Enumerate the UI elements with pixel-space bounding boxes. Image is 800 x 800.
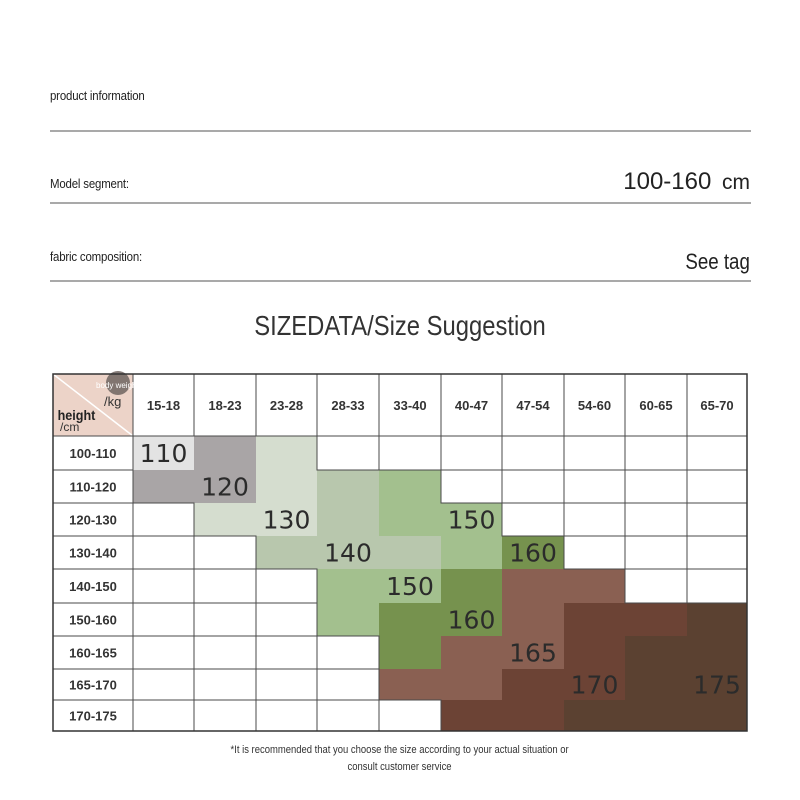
size-cell-130 <box>256 470 317 503</box>
grid-cell <box>194 569 256 603</box>
size-cell-170 <box>564 603 625 636</box>
size-cell-160 <box>441 569 502 603</box>
size-cell-170 <box>441 700 502 731</box>
height-header: 100-110 <box>69 446 117 461</box>
model-segment-label: Model segment: <box>50 176 129 191</box>
size-label: 175 <box>693 670 741 700</box>
height-header: 110-120 <box>69 479 117 495</box>
weight-header: 54-60 <box>577 398 612 413</box>
size-cell-150 <box>379 503 441 536</box>
size-cell-175 <box>687 636 747 669</box>
size-cell-175 <box>625 669 687 700</box>
size-label: 160 <box>509 538 557 568</box>
grid-cell <box>133 536 194 569</box>
grid-cell <box>564 503 625 536</box>
grid-cell <box>133 603 194 636</box>
weight-header: 47-54 <box>516 398 550 413</box>
grid-cell <box>564 436 625 470</box>
grid-cell <box>256 636 317 669</box>
height-header: 150-160 <box>69 612 117 628</box>
size-cell-175 <box>625 700 687 731</box>
size-cell-120 <box>133 470 194 503</box>
grid-cell <box>625 503 687 536</box>
grid-cell <box>194 536 256 569</box>
grid-cell <box>256 700 317 731</box>
size-cell-140 <box>256 536 317 569</box>
size-cell-150 <box>379 470 441 503</box>
corner-height-unit: /cm <box>60 420 80 434</box>
size-label: 150 <box>386 572 434 601</box>
grid-cell <box>133 636 194 669</box>
size-cell-165 <box>564 569 625 603</box>
grid-cell <box>564 470 625 503</box>
grid-cell <box>625 470 687 503</box>
size-cell-130 <box>194 503 256 536</box>
size-cell-160 <box>379 603 441 636</box>
grid-cell <box>502 436 564 470</box>
weight-header: 18-23 <box>208 398 242 413</box>
model-segment-range: 100-160 <box>623 168 712 195</box>
corner-height-label: height <box>57 407 96 424</box>
size-label: 150 <box>447 505 496 535</box>
weight-header: 60-65 <box>639 398 673 413</box>
grid-cell <box>256 603 317 636</box>
weight-header: 65-70 <box>700 398 734 413</box>
grid-cell <box>625 536 687 569</box>
grid-cell <box>317 669 379 700</box>
fabric-label: fabric composition: <box>50 249 143 264</box>
grid-cell <box>133 700 194 731</box>
size-label: 160 <box>447 605 496 635</box>
grid-cell <box>687 470 747 503</box>
size-cell-175 <box>687 603 747 636</box>
size-note <box>0 742 800 776</box>
grid-cell <box>194 603 256 636</box>
size-label: 140 <box>324 538 372 568</box>
size-label: 110 <box>139 439 188 468</box>
grid-cell <box>256 669 317 700</box>
size-cell-140 <box>317 470 379 503</box>
grid-cell <box>194 669 256 700</box>
grid-cell <box>317 700 379 731</box>
grid-cell <box>687 569 747 603</box>
weight-header: 15-18 <box>146 398 181 413</box>
grid-cell <box>687 436 747 470</box>
height-header: 140-150 <box>69 579 117 594</box>
size-cell-175 <box>687 700 747 731</box>
size-cell-150 <box>317 603 379 636</box>
weight-header: 40-47 <box>454 398 489 413</box>
size-label: 130 <box>262 505 311 535</box>
grid-cell <box>441 470 502 503</box>
size-note-line-1: *It is recommended that you choose the size according to your actual situation or <box>230 744 570 756</box>
grid-cell <box>194 636 256 669</box>
grid-cell <box>133 669 194 700</box>
grid-cell <box>502 470 564 503</box>
grid-cell <box>502 503 564 536</box>
height-header: 170-175 <box>69 708 117 724</box>
grid-cell <box>687 503 747 536</box>
grid-cell <box>441 436 502 470</box>
size-cell-175 <box>564 700 625 731</box>
weight-header: 33-40 <box>393 398 427 413</box>
grid-cell <box>317 636 379 669</box>
size-label: 120 <box>201 472 249 502</box>
grid-cell <box>256 569 317 603</box>
corner-weight-label: body weight <box>96 381 139 390</box>
grid-cell <box>317 436 379 470</box>
model-segment-unit: cm <box>722 171 750 194</box>
grid-cell <box>379 700 441 731</box>
grid-cell <box>625 436 687 470</box>
size-cell-170 <box>564 636 625 669</box>
corner-weight-unit: /kg <box>104 394 122 409</box>
grid-cell <box>687 536 747 569</box>
size-cell-150 <box>441 536 502 569</box>
product-info-label: product information <box>50 88 145 103</box>
height-header: 120-130 <box>69 512 117 528</box>
size-cell-175 <box>625 636 687 669</box>
grid-cell <box>564 536 625 569</box>
size-cell-120 <box>194 436 256 470</box>
size-cell-170 <box>625 603 687 636</box>
size-label: 165 <box>509 638 557 668</box>
fabric-value: See tag <box>685 249 750 274</box>
grid-cell <box>194 700 256 731</box>
grid-cell <box>133 503 194 536</box>
size-cell-165 <box>379 669 441 700</box>
height-header: 130-140 <box>69 545 117 561</box>
size-cell-165 <box>441 636 502 669</box>
grid-cell <box>625 569 687 603</box>
size-cell-140 <box>379 536 441 569</box>
grid-cell <box>133 569 194 603</box>
weight-header: 28-33 <box>331 398 365 413</box>
size-cell-170 <box>502 669 564 700</box>
size-label: 170 <box>570 670 619 700</box>
size-chart-title: SIZEDATA/Size Suggestion <box>254 310 546 341</box>
grid-cell <box>379 436 441 470</box>
size-note-line-2: consult customer service <box>347 761 453 773</box>
height-header: 160-165 <box>69 645 117 661</box>
size-cell-140 <box>317 503 379 536</box>
weight-header: 23-28 <box>269 398 304 413</box>
size-cell-160 <box>379 636 441 669</box>
size-cell-130 <box>256 436 317 470</box>
size-cell-170 <box>502 700 564 731</box>
size-cell-165 <box>441 669 502 700</box>
size-cell-150 <box>317 569 379 603</box>
size-cell-165 <box>502 569 564 603</box>
size-cell-165 <box>502 603 564 636</box>
height-header: 165-170 <box>69 677 117 693</box>
